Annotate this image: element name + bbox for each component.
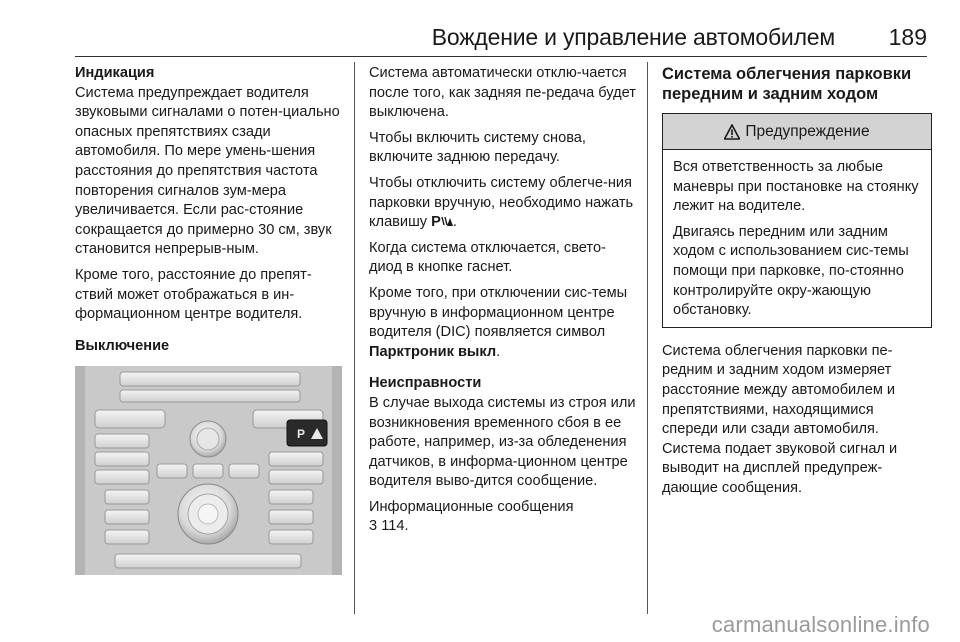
page-number: 189 [888, 24, 927, 50]
warning-triangle-icon [724, 124, 740, 140]
park-assist-icon [441, 215, 453, 227]
park-button-label: P [297, 427, 306, 441]
indication-paragraph: Система предупреждает водителя звуковыми сигналами о потен-циально опасных препятствиях сзади автомобиля. По мере умень-шения расстояния до препятствия частота повторения сигналов зум-мера увеличивается. Если рас-стояние сокращается до примерно 30 см, звук становится непрерыв-ным. [75, 84, 340, 258]
warning-title: Предупреждение [745, 122, 870, 140]
warning-body [663, 150, 931, 327]
park-assist-symbol: P [431, 214, 453, 230]
page-header [75, 22, 927, 52]
parktronic-off-label: Парктроник выкл [369, 343, 497, 360]
faults-paragraph: В случае выхода системы из строя или возникновения временного сбоя в ее работе, например, из-за обледенения датчиков, в информа-ционном центре водителя выво-дится сообщение. [369, 394, 636, 490]
auto-off-paragraph: Система автоматически отклю-чается после того, как задняя пе-редача будет выключена. [369, 65, 636, 121]
console-photo [75, 366, 342, 575]
console-illustration [75, 366, 342, 575]
reference-page[interactable]: 114. [381, 518, 409, 535]
warning-header [663, 114, 931, 150]
distance-paragraph: Кроме того, расстояние до препят-ствий может отображаться в ин-формационном центре водителя. [75, 266, 312, 323]
warning-box [662, 113, 932, 328]
indication-heading: Индикация [75, 65, 155, 81]
section-heading: Система облегчения парковки передним и задним ходом [662, 65, 912, 103]
column-divider-1 [354, 62, 355, 614]
info-messages-ref: Информационные сообщения 3 114. [369, 498, 574, 535]
reenable-paragraph: Чтобы включить систему снова, включите заднюю передачу. [369, 129, 586, 166]
header-rule [75, 56, 927, 57]
watermark: carmanualsonline.info [711, 612, 930, 637]
faults-heading: Неисправности [369, 375, 482, 392]
reference-arrow: 3 [369, 518, 378, 535]
manual-off-text: Чтобы отключить систему облегче-ния парковки вручную, необходимо нажать клавишу [369, 174, 634, 231]
column-divider-2 [647, 62, 648, 614]
column-1 [75, 64, 345, 356]
manual-off-paragraph: Чтобы отключить систему облегче-ния парковки вручную, необходимо нажать клавишу P . [369, 174, 634, 231]
column-3 [662, 64, 932, 505]
dic-paragraph: Кроме того, при отключении сис-темы вручную в информационном центре водителя (DIC) появляется символ Парктроник выкл. [369, 284, 628, 360]
page-title: Вождение и управление автомобилем [431, 24, 835, 50]
system-description-paragraph: Система облегчения парковки пе-редним и задним ходом измеряет расстояние между автомобилем и препятствиями, находящимися спереди или сзади автомобиля. Система подает звуковой сигнал и выводит на дисплей предупреж-дающие сообщения. [662, 342, 898, 496]
warning-paragraph-2: Двигаясь передним или задним ходом с использованием сис-темы помощи при парковке, по-стоянно контролируйте окру-жающую обстановку. [673, 223, 909, 319]
column-2 [369, 64, 637, 537]
warning-paragraph-1: Вся ответственность за любые маневры при постановке на стоянку лежит на водителе. [673, 159, 919, 215]
off-heading: Выключение [75, 337, 170, 354]
led-paragraph: Когда система отключается, свето-диод в кнопке гаснет. [369, 239, 606, 276]
